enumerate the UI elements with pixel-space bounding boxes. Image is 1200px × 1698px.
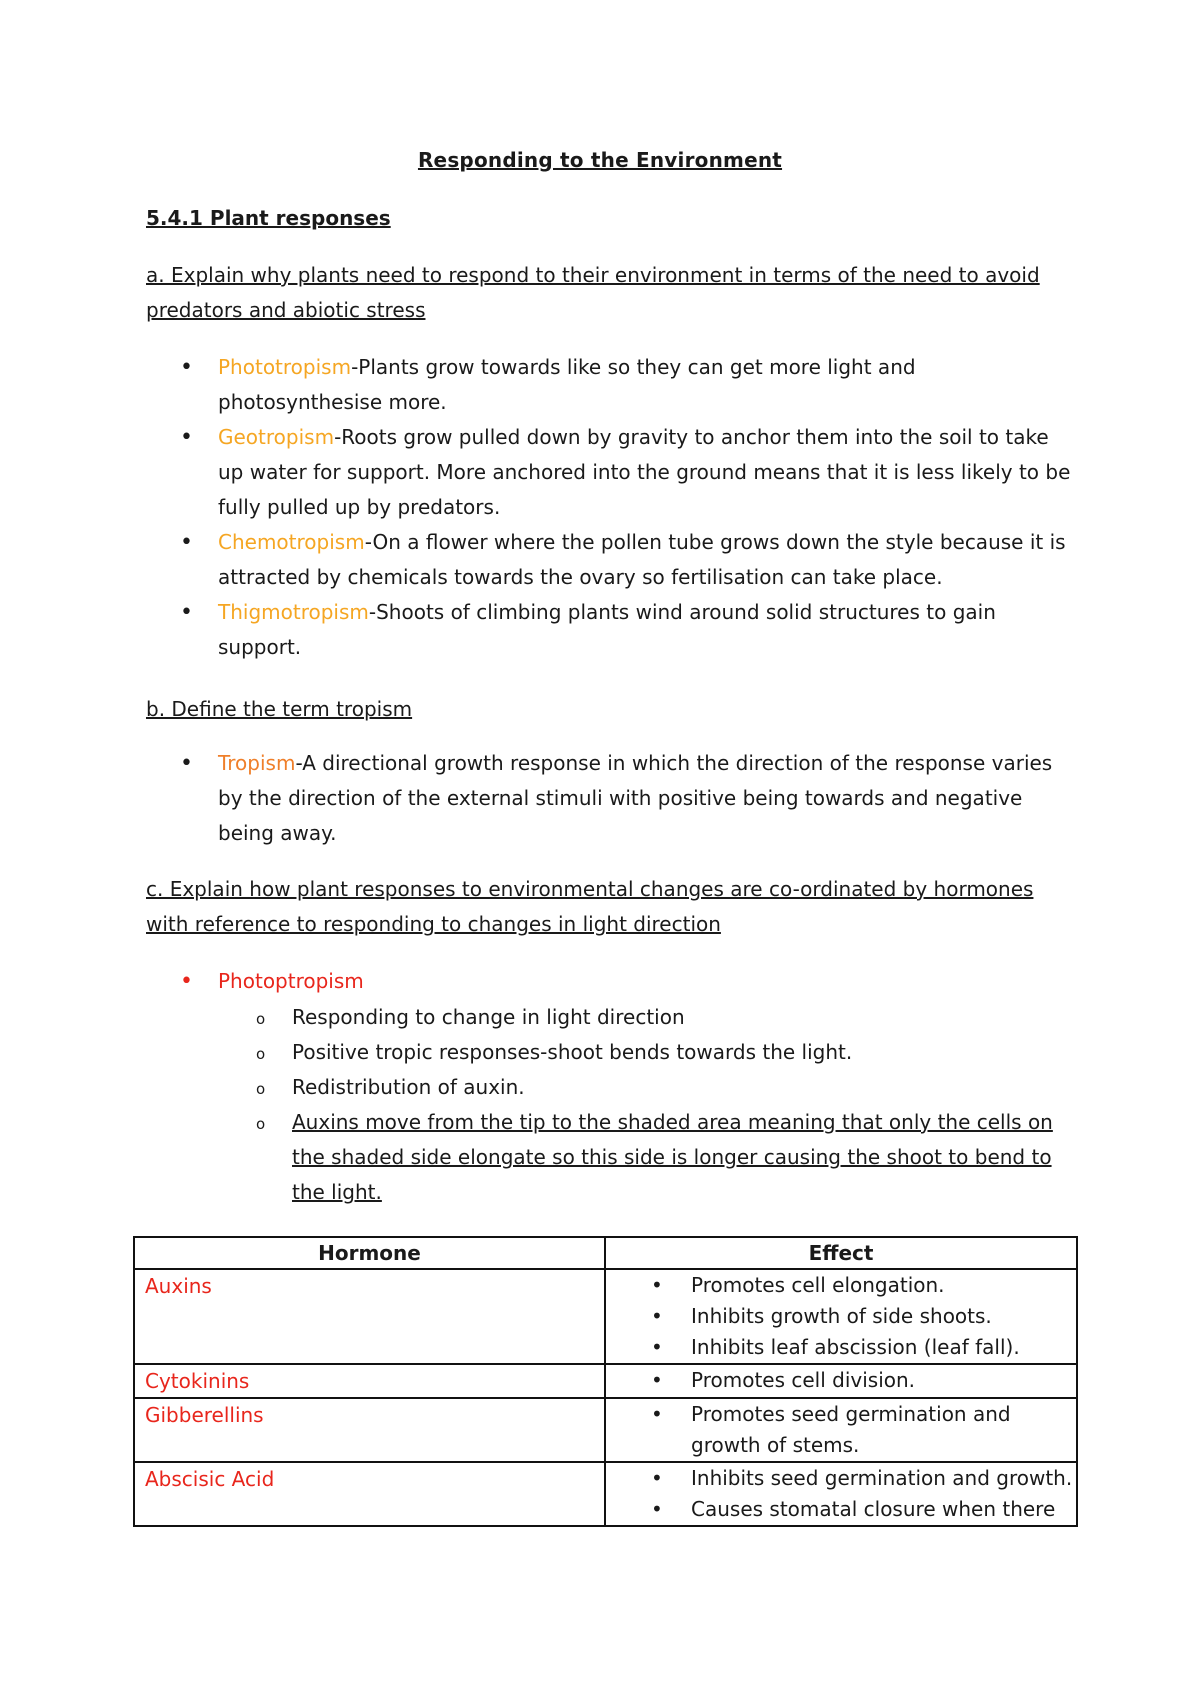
hormone-name: Abscisic Acid [134, 1462, 605, 1526]
part-b-list [176, 746, 1076, 851]
effect-item: • Inhibits leaf abscission (leaf fall). [606, 1332, 1076, 1363]
item-text: -Roots grow pulled down by gravity to anchor them into the soil to take up water for support. More anchored into the ground means that it is less likely to be fully pulled up by predators. [218, 425, 1071, 519]
sub-list-item: o Redistribution of auxin. [250, 1070, 1070, 1105]
item-text: -A directional growth response in which the direction of the response varies by the direction of the external stimuli with positive being towards and negative being away. [218, 751, 1053, 845]
item-text: -Shoots of climbing plants wind around solid structures to gain support. [218, 600, 996, 659]
list-item [176, 964, 1076, 999]
part-c-sublist [250, 1000, 1070, 1210]
list-item [176, 525, 1076, 595]
header-hormone: Hormone [134, 1237, 605, 1269]
page-title: Responding to the Environment [417, 148, 783, 172]
effect-item: • Inhibits growth of side shoots. [606, 1301, 1076, 1332]
effect-item: • Promotes cell elongation. [606, 1270, 1076, 1301]
hormone-effects [605, 1269, 1077, 1364]
term-phototropism: Phototropism [218, 355, 352, 379]
hormone-effects [605, 1398, 1077, 1462]
sub-list-item: o Responding to change in light direction [250, 1000, 1070, 1035]
effect-item: • Inhibits seed germination and growth. [606, 1463, 1076, 1494]
term-thigmotropism: Thigmotropism [218, 600, 369, 624]
part-a-heading: a. Explain why plants need to respond to their environment in terms of the need to avoid predators and abiotic stress [146, 263, 1040, 322]
item-text: -On a flower where the pollen tube grows down the style because it is attracted by chemicals towards the ovary so fertilisation can take place. [218, 530, 1066, 589]
hormone-effects [605, 1364, 1077, 1398]
list-item [176, 350, 1076, 420]
list-item [176, 595, 1076, 665]
hormone-name: Cytokinins [134, 1364, 605, 1398]
hormone-effects [605, 1462, 1077, 1526]
table-header-row [134, 1237, 1077, 1269]
term-geotropism: Geotropism [218, 425, 335, 449]
header-effect: Effect [605, 1237, 1077, 1269]
list-item [176, 746, 1076, 851]
effect-item: • Promotes cell division. [606, 1365, 1076, 1396]
sub-list-item: o Positive tropic responses-shoot bends towards the light. [250, 1035, 1070, 1070]
term-tropism: Tropism [218, 751, 296, 775]
part-a-list [176, 350, 1076, 665]
section-heading: 5.4.1 Plant responses [146, 206, 391, 230]
table-row [134, 1269, 1077, 1364]
part-c-heading: c. Explain how plant responses to environmental changes are co-ordinated by hormones with reference to responding to changes in light direction [146, 877, 1034, 936]
hormone-name: Auxins [134, 1269, 605, 1364]
term-photoptropism: Photoptropism [218, 969, 364, 993]
item-text: -Plants grow towards like so they can get more light and photosynthesise more. [218, 355, 916, 414]
sub-list-item: o Auxins move from the tip to the shaded area meaning that only the cells on the shaded side elongate so this side is longer causing the shoot to bend to the light. [250, 1105, 1070, 1210]
hormone-table [133, 1236, 1078, 1527]
part-c-list [176, 964, 1076, 999]
effect-item: • Promotes seed germination and growth of stems. [606, 1399, 1076, 1461]
table-row [134, 1398, 1077, 1462]
table-row [134, 1462, 1077, 1526]
list-item [176, 420, 1076, 525]
hormone-name: Gibberellins [134, 1398, 605, 1462]
effect-item: • Causes stomatal closure when there [606, 1494, 1076, 1525]
term-chemotropism: Chemotropism [218, 530, 365, 554]
table-row [134, 1364, 1077, 1398]
part-b-heading: b. Define the term tropism [146, 697, 413, 721]
